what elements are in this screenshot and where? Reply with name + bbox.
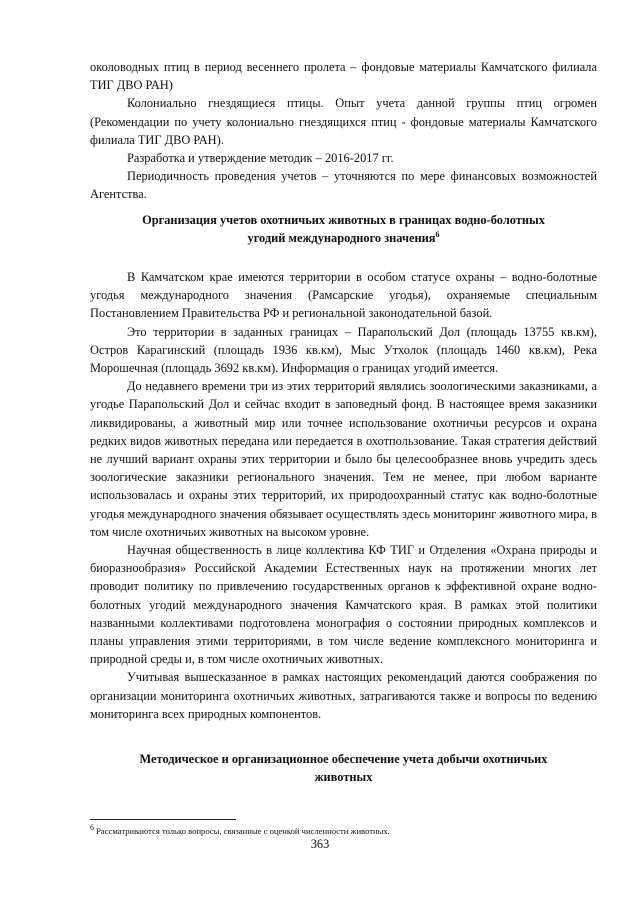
intro-text-block xyxy=(90,58,597,204)
paragraph-territories: Это территории в заданных границах – Парапольский Дол (площадь 13755 кв.км), Остров Карагинский (площадь 1936 кв.км), Мыс Утхолок (площадь 1460 кв.км), Река Морошечная (площадь 3692 кв.км). Информация о границах угодий имеется. xyxy=(90,324,597,376)
heading-line-2 xyxy=(90,230,597,248)
page-number: 363 xyxy=(310,837,330,851)
paragraph-colonial-birds: Колониально гнездящиеся птицы. Опыт учета данной группы птиц огромен (Рекомендации по учету колониально гнездящихся птиц - фондовые материалы Камчатского филиала ТИГ ДВО РАН). xyxy=(90,96,597,147)
footnote-divider xyxy=(90,819,236,820)
footnote xyxy=(90,823,597,837)
heading-line-2-text: угодий международного значения xyxy=(247,230,436,245)
paragraph-periodicity: Периодичность проведения учетов – уточняются по мере финансовых возможностей Агентства. xyxy=(90,169,597,202)
heading2-line-1: Методическое и организационное обеспечение учета добычи охотничьих xyxy=(139,752,548,766)
paragraph-continuation: околоводных птиц в период весеннего пролета – фондовые материалы Камчатского филиала ТИГ ДВО РАН) xyxy=(90,60,597,93)
section-heading-wetlands xyxy=(90,212,597,247)
footnote-mark: 6 xyxy=(90,823,94,833)
main-text-block xyxy=(90,268,597,723)
paragraph-methods-dates: Разработка и утверждение методик – 2016-2017 гг. xyxy=(127,151,394,166)
footnote-reference[interactable]: 6 xyxy=(435,229,440,239)
paragraph-reserves: До недавнего времени три из этих территорий являлись зоологическими заказниками, а угодье Парапольский Дол и сейчас входит в заповедный фонд. В настоящее время заказники ликвидированы, а животный мир или точнее использование охотничьи ресурсов и охрана редких видов животных передана или передается в охотпользование. Такая стратегия действий не лучший вариант охраны этих территории и было бы целесообразнее вновь учредить здесь зоологические заказники регионального значения. Тем не менее, при любом варианте использовалась и охраны этих территорий, их природоохранный статус как водно-болотные угодья международного значения обязывает осуществлять здесь мониторинг животного мира, в том числе охотничьих животных на высоком уровне. xyxy=(90,379,597,539)
heading-line-1: Организация учетов охотничьих животных в границах водно-болотных xyxy=(142,213,545,227)
paragraph-wetlands-status: В Камчатском крае имеются территории в особом статусе охраны – водно-болотные угодья международного значения (Рамсарские угодья), охраняемые специальным Постановлением Правительства РФ и региональной законодательной базой. xyxy=(90,270,597,321)
footnote-text: Рассматриваются только вопросы, связанные с оценкой численности животных. xyxy=(94,826,390,836)
section-heading-methods xyxy=(90,751,597,786)
paragraph-recommendations: Учитывая вышесказанное в рамках настоящих рекомендаций даются соображения по организации мониторинга охотничьих животных, затрагиваются также и вопросы по ведению мониторинга всех природных компонентов. xyxy=(90,670,597,721)
heading2-line-2: животных xyxy=(314,769,373,784)
paragraph-scientific-community: Научная общественность в лице коллектива КФ ТИГ и Отделения «Охрана природы и биоразнообразия» Российской Академии Естественных наук на протяжении многих лет проводит политику по привлечению государственных органов к эффективной охране водно-болотных угодий международного значения Камчатского края. В рамках этой политики названными коллективами подготовлена монография о состоянии природных комплексов и планы управления этими территориями, в том числе ведение комплексного мониторинга и природной среды и, в том числе охотничьих животных. xyxy=(90,543,597,667)
